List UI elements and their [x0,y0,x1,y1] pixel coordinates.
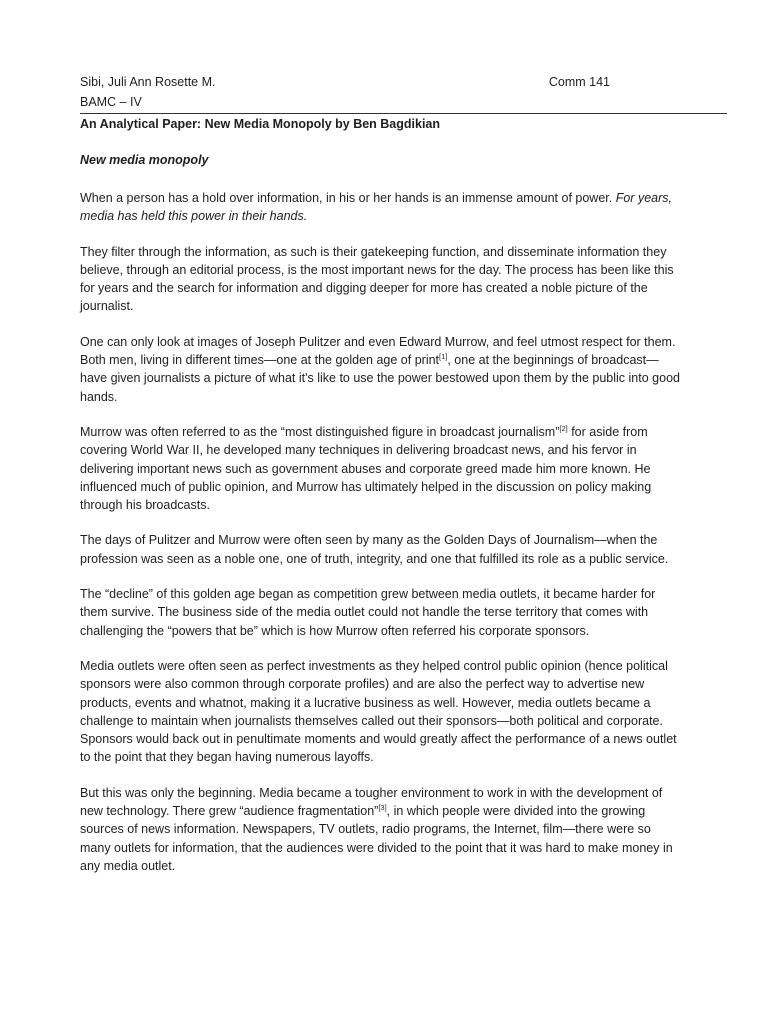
paragraph-8-text-before: But this was only the beginning. Media became a tougher environment to work in with the development of new technology. There grew “audience fragmentation” [80,785,663,819]
paragraph-5: The days of Pulitzer and Murrow were often seen by many as the Golden Days of Journalism—when the profession was seen as a noble one, one of truth, integrity, and one that fulfilled its role as a public service. [80,533,669,566]
paragraph-4 [80,423,684,514]
paragraph-1-italic: For years, media has held this power in their hands. [80,191,672,224]
paragraph-3-text-after: , one at the beginnings of broadcast—have given journalists a picture of what it's like to use the power bestowed upon them by the public into good hands. [80,353,680,404]
course-code: Comm 141 [548,75,610,89]
footnote-ref-1[interactable]: [1] [439,352,448,362]
header-row [80,72,684,92]
program-row [80,92,684,112]
header-divider [80,113,727,114]
paragraph-1 [80,189,684,226]
paragraph-3 [80,333,684,406]
paragraph-3-text-before: One can only look at images of Joseph Pulitzer and even Edward Murrow, and feel utmost respect for them. Both men, living in different times—one at the golden age of print [80,334,676,368]
paragraph-2: They filter through the information, as such is their gatekeeping function, and disseminate information they believe, through an editorial process, is the most important news for the day. The process has been like this for years and the search for information and digging deeper for more has created a noble picture of the journalist. [80,244,674,314]
section-heading: New media monopoly [80,153,209,167]
paragraph-6: The “decline” of this golden age began as competition grew between media outlets, it became harder for them survive. The business side of the media outlet could not handle the terse territory that comes with challenging the “powers that be” which is how Murrow often referred his corporate sponsors. [80,587,656,638]
paragraph-8 [80,784,684,875]
paragraph-7: Media outlets were often seen as perfect investments as they helped control public opinion (hence political sponsors were also common through corporate profiles) and are also the perfect way to advertise new products, events and whatnot, making it a lucrative business as well. However, media outlets became a challenge to maintain when journalists themselves called out their sponsors—both political and corporate. Sponsors would back out in penultimate moments and would greatly affect the performance of a news outlet to the point that they began having numerous layoffs. [80,658,677,765]
paper-title: An Analytical Paper: New Media Monopoly by Ben Bagdikian [80,117,441,131]
paragraph-4-text-after: for aside from covering World War II, he developed many techniques in delivering broadcast news, and his fervor in delivering important news such as government abuses and corporate greed made him more known. He influenced much of public opinion, and Murrow has ultimately helped in the discussion on policy making through his broadcasts. [80,424,652,513]
paragraph-1-text: When a person has a hold over information, in his or her hands is an immense amount of power. [80,191,616,205]
paragraph-8-text-after: , in which people were divided into the growing sources of news information. Newspapers, TV outlets, radio programs, the Internet, film—there were so many outlets for information, that the audiences were divided to the point that it was hard to make money in any media outlet. [80,804,673,873]
footnote-ref-3[interactable]: [3] [378,803,387,813]
program-year: BAMC – IV [80,95,142,109]
author-name: Sibi, Juli Ann Rosette M. [80,75,216,89]
footnote-ref-2[interactable]: [2] [559,423,568,433]
paragraph-4-text-before: Murrow was often referred to as the “most distinguished figure in broadcast journalism” [80,424,560,439]
